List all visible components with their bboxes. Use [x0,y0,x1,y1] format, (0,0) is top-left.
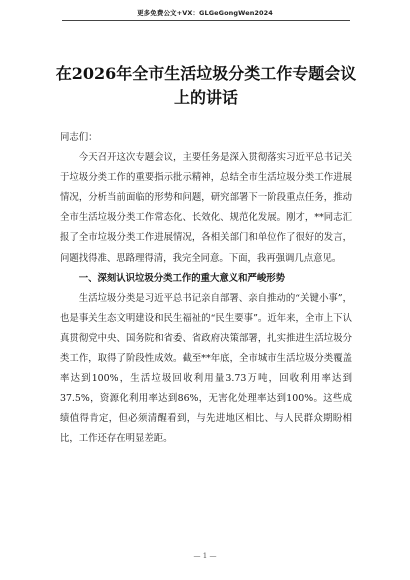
section-heading: 一、深刻认识垃圾分类工作的重大意义和严峻形势 [78,272,286,284]
section-paragraph: 生活垃圾分类是习近平总书记亲自部署、亲自推动的“关键小事”，也是事关生态文明建设和民生福祉的“民生要事”。近年来，全市上下认真贯彻党中央、国务院和省委、省政府决策部署，扎实推进生活垃圾分类工作，取得了阶段性成效。截至**年底，全市城市生活垃圾分类覆盖率达到100%，生活垃圾回收利用量3.73万吨，回收利用率达到37.5%，资源化利用率达到86%，无害化处理率达到100%。这些成绩值得肯定，但必须清醒看到，与先进地区相比、与人民群众期盼相比，工作还存在明显差距。 [60,292,352,445]
page-header: 更多免费公文+VX：GLGeGongWen2024 [137,9,273,17]
page-number: — 1 — [193,552,217,560]
document-title: 在2026年全市生活垃圾分类工作专题会议上的讲话 [55,64,357,107]
header-rule [62,20,350,21]
document-body [60,128,352,450]
salutation: 同志们： [60,132,98,143]
intro-paragraph: 今天召开这次专题会议，主要任务是深入贯彻落实习近平总书记关于垃圾分类工作的重要指示批示精神，总结全市生活垃圾分类工作进展情况，分析当前面临的形势和问题，研究部署下一阶段重点任务，推动全市生活垃圾分类工作常态化、长效化、规范化发展。刚才，**同志汇报了全市垃圾分类工作进展情况，各相关部门和单位作了很好的发言，问题找得准、思路理得清，我完全同意。下面，我再强调几点意见。 [60,152,352,264]
